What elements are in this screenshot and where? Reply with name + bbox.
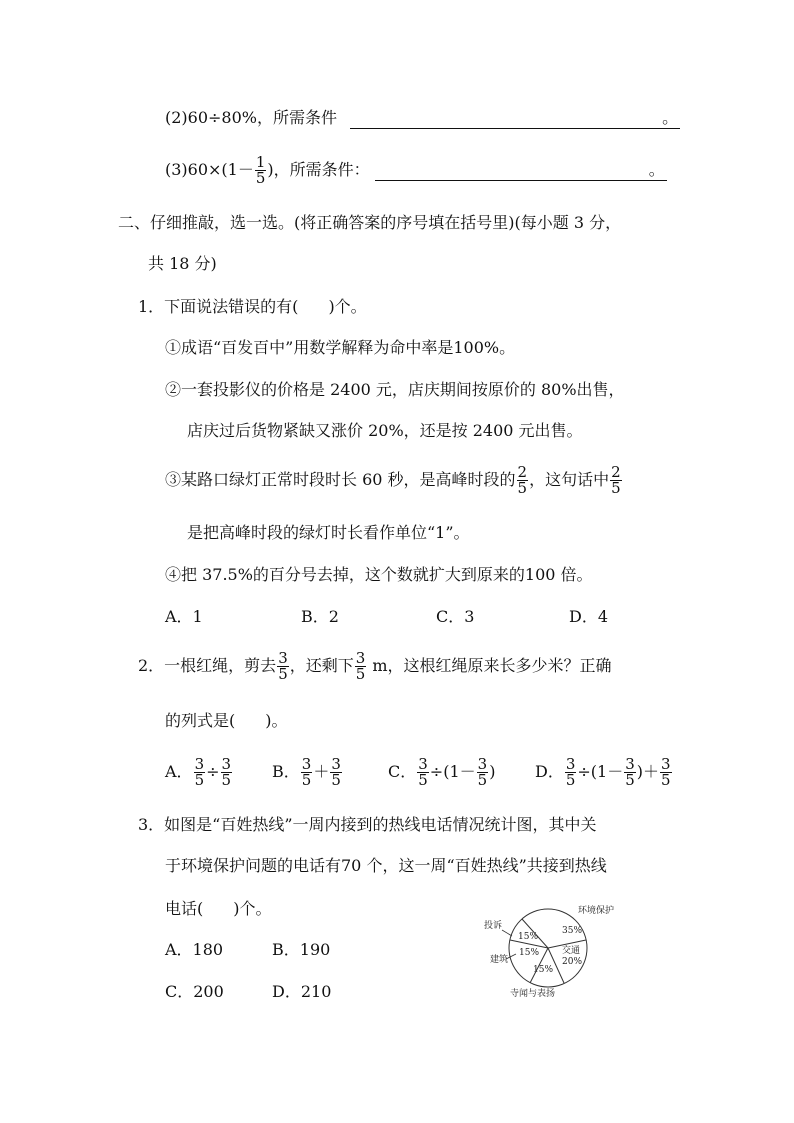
q1-s3-fraction-b xyxy=(610,465,622,496)
fraction-numerator: 3 xyxy=(418,755,428,773)
fraction-denominator: 5 xyxy=(221,771,232,789)
item-3-end: 。 xyxy=(648,160,665,179)
option-letter: D． xyxy=(535,762,564,781)
q2-line2-pre: 的列式是( xyxy=(165,711,236,730)
fraction-numerator: 1 xyxy=(255,153,266,171)
section-2-heading: 二、仔细推敲，选一选。(将正确答案的序号填在括号里)(每小题 3 分， xyxy=(118,213,622,232)
option-fraction xyxy=(417,757,429,788)
fraction-numerator: 3 xyxy=(477,755,488,773)
q2-line2-post: )。 xyxy=(265,711,288,730)
close-group: ) xyxy=(489,762,496,781)
q1-statement-1: ①成语“百发百中”用数学解释为命中率是100%。 xyxy=(165,338,516,357)
item-2-line xyxy=(165,108,678,129)
q2-option-a[interactable] xyxy=(165,748,233,796)
q2-option-b[interactable] xyxy=(272,748,343,796)
q1-option-a[interactable]: A．1 xyxy=(165,607,203,626)
pie-value-complaint: 15% xyxy=(518,932,539,942)
close-group: ) xyxy=(636,762,644,781)
q2-post: m，这根红绳原来长多少米？正确 xyxy=(367,656,612,675)
fraction-denominator: 5 xyxy=(331,771,341,789)
q3-option-c[interactable]: C．200 xyxy=(165,982,224,1001)
answer-blank-3[interactable] xyxy=(375,160,667,181)
fraction-denominator: 5 xyxy=(565,771,576,789)
q1-statement-2: ②一套投影仪的价格是 2400 元，店庆期间按原价的 80%出售， xyxy=(165,380,625,399)
fraction-denominator: 5 xyxy=(355,665,366,683)
pie-value-environment: 35% xyxy=(562,926,583,936)
option-letter: A． xyxy=(165,762,193,781)
q1-option-d[interactable]: D．4 xyxy=(569,607,609,626)
q1-option-b[interactable]: B．2 xyxy=(301,607,339,626)
fraction-denominator: 5 xyxy=(477,771,488,789)
q1-statement-4: ④把 37.5%的百分号去掉，这个数就扩大到原来的100 倍。 xyxy=(165,565,593,584)
hotline-pie-chart xyxy=(482,902,652,998)
fraction-denominator: 5 xyxy=(301,771,312,789)
open-group: ÷(1－ xyxy=(429,762,476,781)
fraction-denominator: 5 xyxy=(625,771,635,789)
q2-option-d[interactable] xyxy=(535,748,673,796)
fraction-numerator: 2 xyxy=(611,463,621,481)
pie-value-traffic: 20% xyxy=(562,957,583,967)
leader-line xyxy=(502,930,512,936)
option-fraction xyxy=(221,757,233,788)
option-fraction xyxy=(330,757,342,788)
fraction-numerator: 3 xyxy=(301,755,312,773)
division-sign: ÷ xyxy=(206,762,220,781)
q3-option-d[interactable]: D．210 xyxy=(272,982,332,1001)
fraction-denominator: 5 xyxy=(418,771,428,789)
q2-mid: ，还剩下 xyxy=(289,656,354,675)
q1-statement-2-cont: 店庆过后货物紧缺又涨价 20%，还是按 2400 元出售。 xyxy=(187,421,583,440)
fraction-numerator: 3 xyxy=(565,755,576,773)
fraction-denominator: 5 xyxy=(517,479,528,497)
item-3-post: )，所需条件： xyxy=(267,160,370,179)
open-group: ÷(1－ xyxy=(577,762,624,781)
fraction-denominator: 5 xyxy=(194,771,205,789)
answer-blank-2[interactable] xyxy=(350,108,680,129)
plus-sign: ＋ xyxy=(313,762,330,781)
fraction-denominator: 5 xyxy=(255,169,266,187)
q2-pre: 2．一根红绳，剪去 xyxy=(138,656,277,675)
fraction-denominator: 5 xyxy=(611,479,621,497)
pie-label-building: 建筑 xyxy=(490,955,509,965)
fraction-numerator: 3 xyxy=(331,755,341,773)
pie-value-building: 15% xyxy=(519,948,540,958)
option-fraction xyxy=(624,757,636,788)
fraction-denominator: 5 xyxy=(278,665,288,683)
q2-line-2 xyxy=(165,711,288,731)
pie-label-traffic: 交通 xyxy=(562,946,581,956)
fraction-numerator: 3 xyxy=(625,755,635,773)
section-2-heading-cont: 共 18 分) xyxy=(148,254,217,273)
plus-sign: ＋ xyxy=(643,762,660,781)
q3-option-b[interactable]: B．190 xyxy=(272,940,331,959)
pie-label-news: 寺闻与表扬 xyxy=(510,989,556,998)
pie-label-environment: 环境保护 xyxy=(578,906,615,916)
q2-option-c[interactable] xyxy=(388,748,495,796)
item-3-line xyxy=(165,148,665,192)
item-2-text: (2)60÷80%，所需条件 xyxy=(165,108,337,127)
question-2-stem xyxy=(138,642,612,690)
q1-statement-3-cont: 是把高峰时段的绿灯时长看作单位“1”。 xyxy=(187,523,470,542)
q1-option-c[interactable]: C．3 xyxy=(436,607,475,626)
item-3-pre: (3)60×(1－ xyxy=(165,160,254,179)
q3-line3-post: )个。 xyxy=(233,899,272,918)
question-1-stem xyxy=(138,297,367,317)
fraction-numerator: 3 xyxy=(661,755,671,773)
option-fraction xyxy=(565,757,577,788)
item-3-fraction xyxy=(255,155,267,186)
fraction-numerator: 2 xyxy=(517,463,528,481)
q1-stem-post: )个。 xyxy=(328,297,367,316)
pie-label-complaint: 投诉 xyxy=(484,921,503,931)
q1-s3-fraction-a xyxy=(517,465,529,496)
q3-option-a[interactable]: A．180 xyxy=(165,940,224,959)
pie-value-news: 15% xyxy=(533,965,554,975)
question-3-line-1: 3．如图是“百姓热线”一周内接到的热线电话情况统计图，其中关 xyxy=(138,815,597,834)
option-fraction xyxy=(301,757,313,788)
option-fraction xyxy=(194,757,206,788)
option-fraction xyxy=(660,757,672,788)
q2-fraction-remain xyxy=(355,651,367,682)
q1-s3-mid: ，这句话中 xyxy=(529,470,610,489)
fraction-numerator: 3 xyxy=(194,755,205,773)
question-3-line-2: 于环境保护问题的电话有70 个，这一周“百姓热线”共接到热线 xyxy=(165,856,607,875)
fraction-numerator: 3 xyxy=(355,649,366,667)
question-3-line-3 xyxy=(165,899,272,919)
fraction-numerator: 3 xyxy=(278,649,288,667)
fraction-numerator: 3 xyxy=(221,755,232,773)
option-letter: C． xyxy=(388,762,417,781)
item-2-end: 。 xyxy=(662,108,679,127)
q1-stem-pre: 1．下面说法错误的有( xyxy=(138,297,299,316)
q2-fraction-cut xyxy=(277,651,289,682)
fraction-denominator: 5 xyxy=(661,771,671,789)
option-letter: B． xyxy=(272,762,300,781)
q1-statement-3 xyxy=(165,456,623,504)
option-fraction xyxy=(477,757,489,788)
q3-line3-pre: 电话( xyxy=(165,899,204,918)
q1-s3-pre: ③某路口绿灯正常时段时长 60 秒，是高峰时段的 xyxy=(165,470,516,489)
